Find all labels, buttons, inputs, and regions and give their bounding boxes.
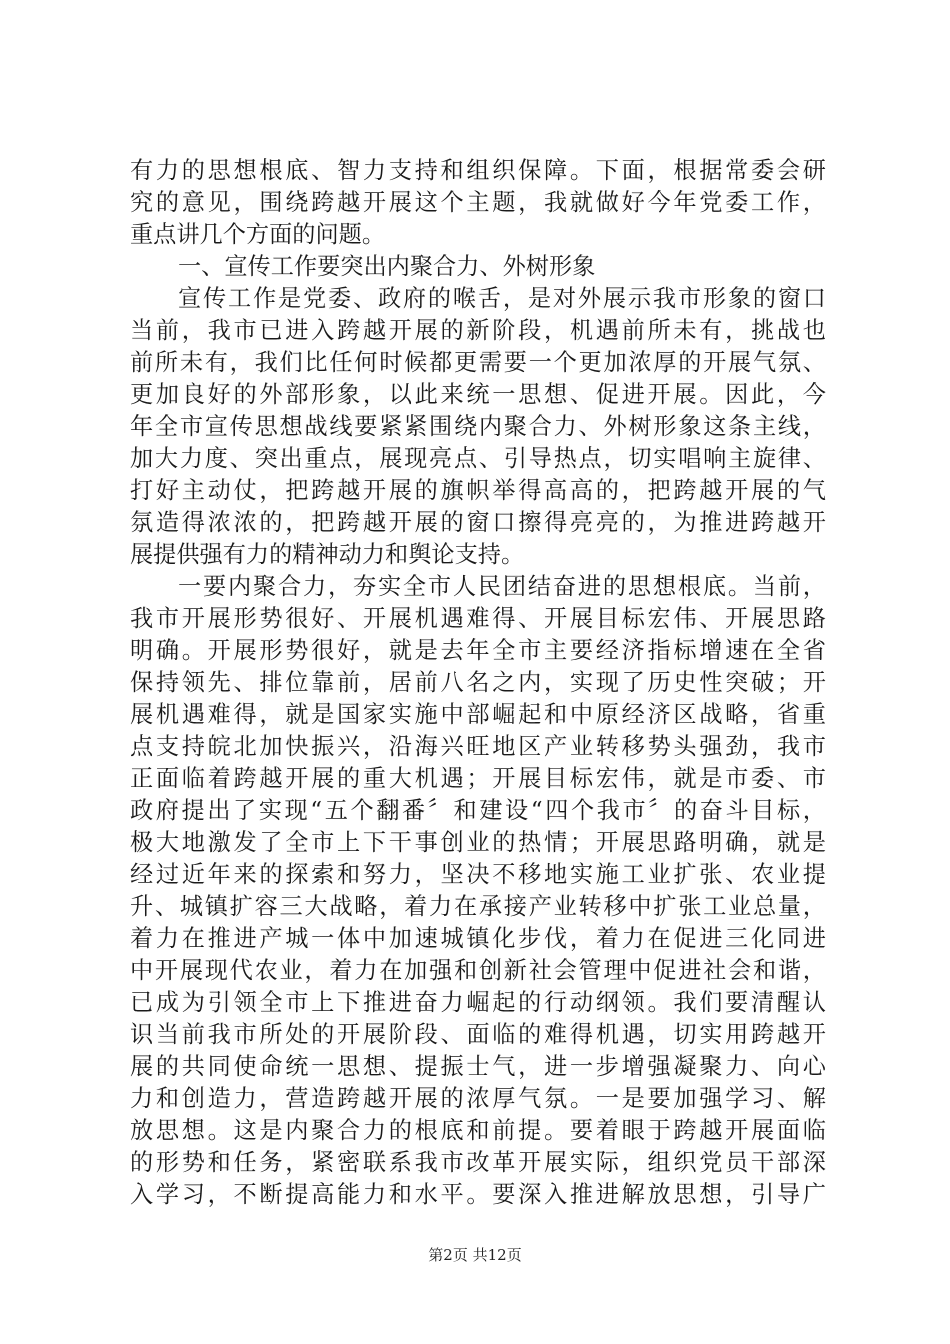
- page-number: 第2页 共12页: [428, 1246, 522, 1264]
- text-line: 着力在推进产城一体中加速城镇化步伐，着力在促进三化同进: [130, 925, 826, 952]
- text-line: 展提供强有力的精神动力和舆论支持。: [130, 541, 525, 568]
- text-line: 入学习，不断提高能力和水平。要深入推进解放思想，引导广: [130, 1181, 826, 1208]
- text-line: 展的共同使命统一思想、提振士气，进一步增强凝聚力、向心: [130, 1053, 826, 1080]
- text-line: 重点讲几个方面的问题。: [130, 221, 386, 248]
- text-line: 经过近年来的探索和努力，坚决不移地实施工业扩张、农业提: [130, 861, 826, 888]
- text-line: 识当前我市所处的开展阶段、面临的难得机遇，切实用跨越开: [130, 1021, 826, 1048]
- text-line: 前所未有，我们比任何时候都更需要一个更加浓厚的开展气氛、: [130, 349, 826, 376]
- text-line: 展机遇难得，就是国家实施中部崛起和中原经济区战略，省重: [130, 701, 826, 728]
- text-line: 升、城镇扩容三大战略，着力在承接产业转移中扩张工业总量，: [130, 893, 826, 920]
- text-line: 的形势和任务，紧密联系我市改革开展实际，组织党员干部深: [130, 1149, 826, 1176]
- text-line: 加大力度、突出重点，展现亮点、引导热点，切实唱响主旋律、: [130, 445, 826, 472]
- text-line: 更加良好的外部形象，以此来统一思想、促进开展。因此，今: [130, 381, 826, 408]
- text-line: 力和创造力，营造跨越开展的浓厚气氛。一是要加强学习、解: [130, 1085, 826, 1112]
- body-text: [130, 155, 826, 1211]
- text-line: 正面临着跨越开展的重大机遇；开展目标宏伟，就是市委、市: [130, 765, 826, 792]
- text-line: 氛造得浓浓的，把跨越开展的窗口擦得亮亮的，为推进跨越开: [130, 509, 826, 536]
- text-line: 政府提出了实现“五个翻番〞和建设“四个我市〞的奋斗目标，: [130, 797, 826, 824]
- text-line: 我市开展形势很好、开展机遇难得、开展目标宏伟、开展思路: [130, 605, 826, 632]
- text-line: 明确。开展形势很好，就是去年全市主要经济指标增速在全省: [130, 637, 826, 664]
- text-line: 打好主动仗，把跨越开展的旗帜举得高高的，把跨越开展的气: [130, 477, 826, 504]
- text-line: 保持领先、排位靠前，居前八名之内，实现了历史性突破；开: [130, 669, 826, 696]
- text-line: 已成为引领全市上下推进奋力崛起的行动纲领。我们要清醒认: [130, 989, 826, 1016]
- text-line: 点支持皖北加快振兴，沿海兴旺地区产业转移势头强劲，我市: [130, 733, 826, 760]
- text-line: 究的意见，围绕跨越开展这个主题，我就做好今年党委工作，: [130, 189, 826, 216]
- text-line: 一要内聚合力，夯实全市人民团结奋进的思想根底。当前，: [178, 573, 826, 600]
- text-line: 有力的思想根底、智力支持和组织保障。下面，根据常委会研: [130, 157, 826, 184]
- text-line: 极大地激发了全市上下干事创业的热情；开展思路明确，就是: [130, 829, 826, 856]
- text-line: 年全市宣传思想战线要紧紧围绕内聚合力、外树形象这条主线，: [130, 413, 826, 440]
- text-line: 宣传工作是党委、政府的喉舌，是对外展示我市形象的窗口: [178, 285, 826, 312]
- text-line: 放思想。这是内聚合力的根底和前提。要着眼于跨越开展面临: [130, 1117, 826, 1144]
- text-line: 中开展现代农业，着力在加强和创新社会管理中促进社会和谐，: [130, 957, 826, 984]
- text-line: 一、宣传工作要突出内聚合力、外树形象: [178, 253, 596, 280]
- text-line: 当前，我市已进入跨越开展的新阶段，机遇前所未有，挑战也: [130, 317, 826, 344]
